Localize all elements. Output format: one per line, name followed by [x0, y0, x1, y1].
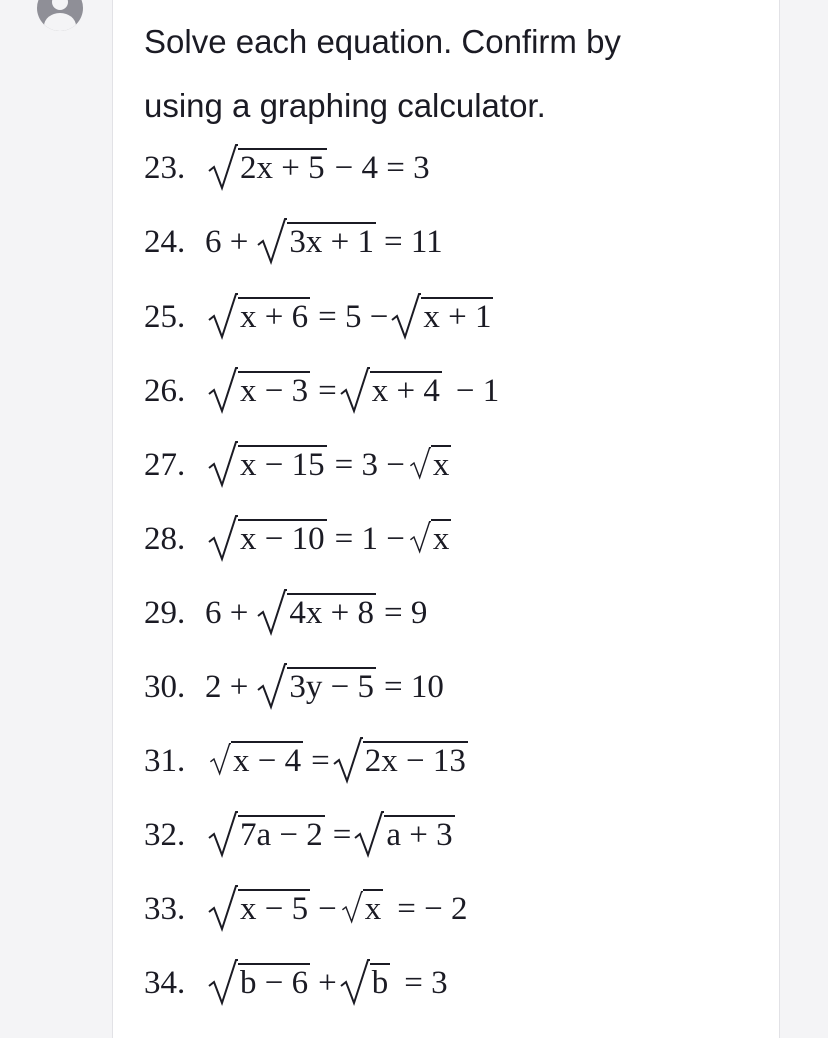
radical-2-radicand: x — [364, 891, 382, 927]
radical-1 — [256, 224, 376, 261]
equation-middle: = — [311, 743, 330, 779]
equation-number: 25. — [144, 299, 186, 335]
radical-2-radicand: x + 4 — [371, 373, 440, 409]
radical-2 — [409, 447, 452, 484]
radical-1 — [207, 817, 325, 854]
equation-tail: = − 2 — [397, 891, 468, 927]
radical-2 — [339, 373, 442, 410]
equation-middle: = — [332, 817, 352, 853]
equation-row — [144, 669, 444, 719]
equation-middle: = 3 − — [334, 447, 405, 483]
equation-row — [144, 965, 448, 1015]
equation-row — [144, 299, 501, 349]
equation-middle: = 1 − — [334, 521, 405, 557]
equation-middle: + — [318, 965, 337, 1001]
radical-1 — [256, 669, 376, 706]
radical-2 — [409, 521, 452, 558]
equation-row — [144, 150, 430, 200]
equation-number: 34. — [144, 965, 186, 1001]
equation-number: 32. — [144, 817, 186, 853]
equation-tail: = 3 — [404, 965, 448, 1001]
radical-1 — [207, 150, 327, 187]
equation-lead: 6 + — [205, 595, 249, 631]
equation-middle: = 10 — [384, 669, 444, 705]
radical-1-radicand: 2x + 5 — [240, 150, 325, 186]
radical-2-radicand: 2x − 13 — [364, 743, 466, 779]
equation-row — [144, 743, 476, 793]
radical-2-radicand: x — [432, 447, 450, 483]
equation-tail: − 1 — [455, 373, 500, 409]
equation-number: 26. — [144, 373, 186, 409]
radical-2-radicand: b — [371, 965, 389, 1001]
radical-1-radicand: x − 10 — [240, 521, 325, 557]
radical-2-radicand: x + 1 — [423, 299, 492, 335]
equation-row — [144, 373, 499, 423]
radical-1-radicand: 4x + 8 — [289, 595, 374, 631]
radical-2 — [339, 965, 391, 1002]
radical-1-radicand: x − 3 — [240, 373, 309, 409]
radical-2 — [390, 299, 493, 336]
radical-1-radicand: b − 6 — [240, 965, 309, 1001]
equation-row — [144, 447, 459, 497]
equation-number: 29. — [144, 595, 186, 631]
equation-number: 23. — [144, 150, 186, 186]
equation-lead: 2 + — [205, 669, 249, 705]
radical-1 — [256, 595, 376, 632]
equation-number: 33. — [144, 891, 186, 927]
equation-row — [144, 595, 427, 645]
equation-number: 30. — [144, 669, 186, 705]
equation-number: 27. — [144, 447, 186, 483]
equation-number: 28. — [144, 521, 186, 557]
equation-row — [144, 817, 463, 867]
equation-lead: 6 + — [205, 224, 249, 260]
equation-number: 24. — [144, 224, 186, 260]
equation-middle: = — [318, 373, 337, 409]
radical-2-radicand: a + 3 — [386, 817, 453, 853]
equation-middle: − 4 = 3 — [334, 150, 430, 186]
equation-middle: − — [318, 891, 337, 927]
radical-1 — [207, 891, 310, 928]
equation-row — [144, 891, 467, 941]
equation-middle: = 11 — [384, 224, 443, 260]
radical-1 — [207, 299, 310, 336]
radical-2 — [353, 817, 454, 854]
equation-middle: = 9 — [384, 595, 428, 631]
instruction-line-1: Solve each equation. Confirm by — [144, 23, 621, 60]
radical-2 — [341, 891, 384, 928]
radical-1-radicand: x − 5 — [240, 891, 309, 927]
radical-1-radicand: x + 6 — [240, 299, 309, 335]
radical-2-radicand: x — [432, 521, 450, 557]
radical-1-radicand: 7a − 2 — [240, 817, 323, 853]
radical-1 — [207, 373, 310, 410]
equation-middle: = 5 − — [318, 299, 389, 335]
equation-row — [144, 521, 459, 571]
radical-1-radicand: 3y − 5 — [289, 669, 374, 705]
equation-number: 31. — [144, 743, 186, 779]
radical-1 — [207, 965, 310, 1002]
equation-row — [144, 224, 443, 274]
radical-1-radicand: x − 15 — [240, 447, 325, 483]
radical-1-radicand: x − 4 — [233, 743, 302, 779]
radical-2 — [332, 743, 468, 780]
radical-1 — [209, 743, 303, 780]
radical-1 — [207, 447, 327, 484]
radical-1 — [207, 521, 327, 558]
radical-1-radicand: 3x + 1 — [289, 224, 374, 260]
instruction-line-2: using a graphing calculator. — [144, 87, 546, 124]
user-avatar-icon — [37, 0, 83, 31]
